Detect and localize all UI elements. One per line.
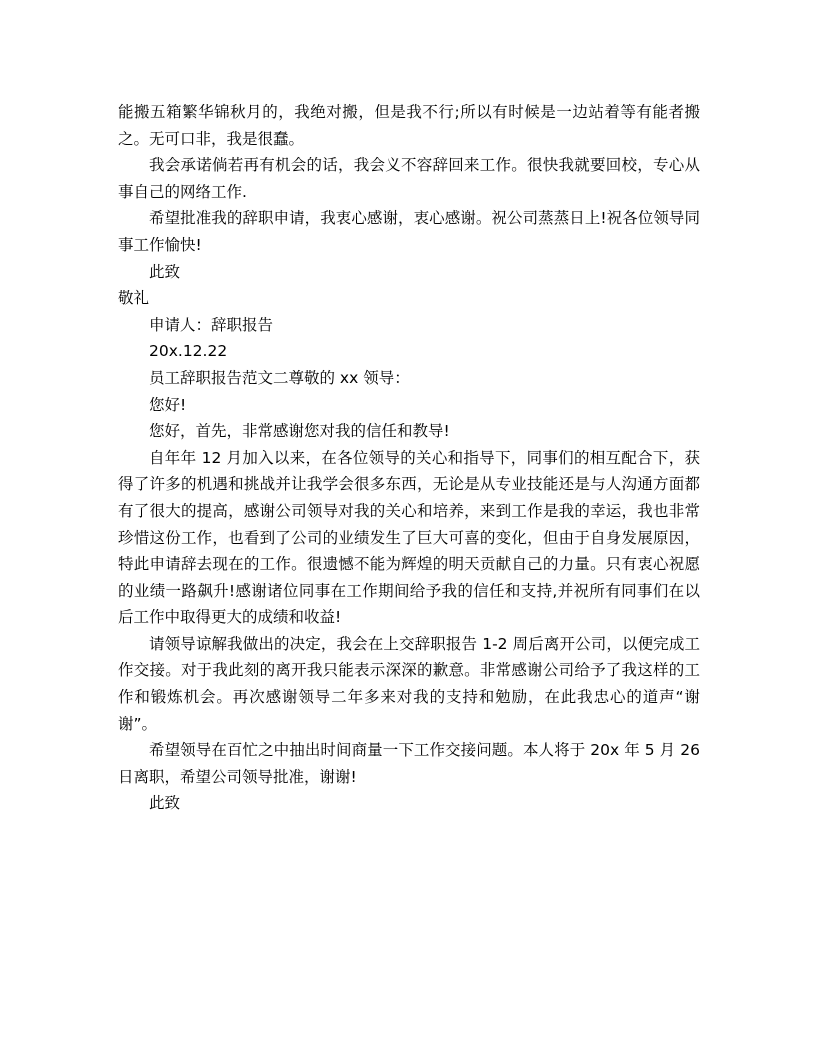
closing-line: 此致 bbox=[149, 262, 181, 281]
section-heading: 员工辞职报告范文二尊敬的 xx 领导： bbox=[149, 368, 410, 387]
greeting-line: 您好! bbox=[149, 395, 187, 414]
paragraph: 能搬五箱繁华锦秋月的，我绝对搬，但是我不行;所以有时候是一边站着等有能者搬之。无可口非，我是很蠢。 bbox=[118, 103, 700, 148]
applicant-line: 申请人：辞职报告 bbox=[149, 315, 274, 334]
paragraph: 请领导谅解我做出的决定，我会在上交辞职报告 1-2 周后离开公司，以便完成工作交接。对于我此刻的离开我只能表示深深的歉意。非常感谢公司给予了我这样的工作和锻炼机会。再次感谢领导二年多来对我的支持和勉励，在此我忠心的道声“谢谢”。 bbox=[118, 634, 700, 733]
paragraph: 您好，首先，非常感谢您对我的信任和教导! bbox=[149, 422, 450, 441]
date-line: 20x.12.22 bbox=[149, 342, 228, 361]
paragraph: 我会承诺倘若再有机会的话，我会义不容辞回来工作。很快我就要回校，专心从事自己的网络工作. bbox=[118, 156, 700, 201]
closing-greeting: 敬礼 bbox=[118, 289, 150, 308]
paragraph: 希望批准我的辞职申请，我衷心感谢，衷心感谢。祝公司蒸蒸日上!祝各位领导同事工作愉快! bbox=[118, 209, 700, 254]
closing-line: 此致 bbox=[149, 794, 181, 813]
paragraph: 希望领导在百忙之中抽出时间商量一下工作交接问题。本人将于 20x 年 5 月 26 日离职，希望公司领导批准，谢谢! bbox=[118, 741, 700, 786]
paragraph: 自年年 12 月加入以来，在各位领导的关心和指导下，同事们的相互配合下，获得了许多的机遇和挑战并让我学会很多东西，无论是从专业技能还是与人沟通方面都有了很大的提高，感谢公司领导对我的关心和培养，来到工作是我的幸运，我也非常珍惜这份工作，也看到了公司的业绩发生了巨大可喜的变化，但由于自身发展原因，特此申请辞去现在的工作。很遗憾不能为辉煌的明天贡献自己的力量。只有衷心祝愿的业绩一路飙升!感谢诸位同事在工作期间给予我的信任和支持,并祝所有同事们在以后工作中取得更大的成绩和收益! bbox=[118, 448, 700, 627]
document-body bbox=[118, 99, 700, 817]
